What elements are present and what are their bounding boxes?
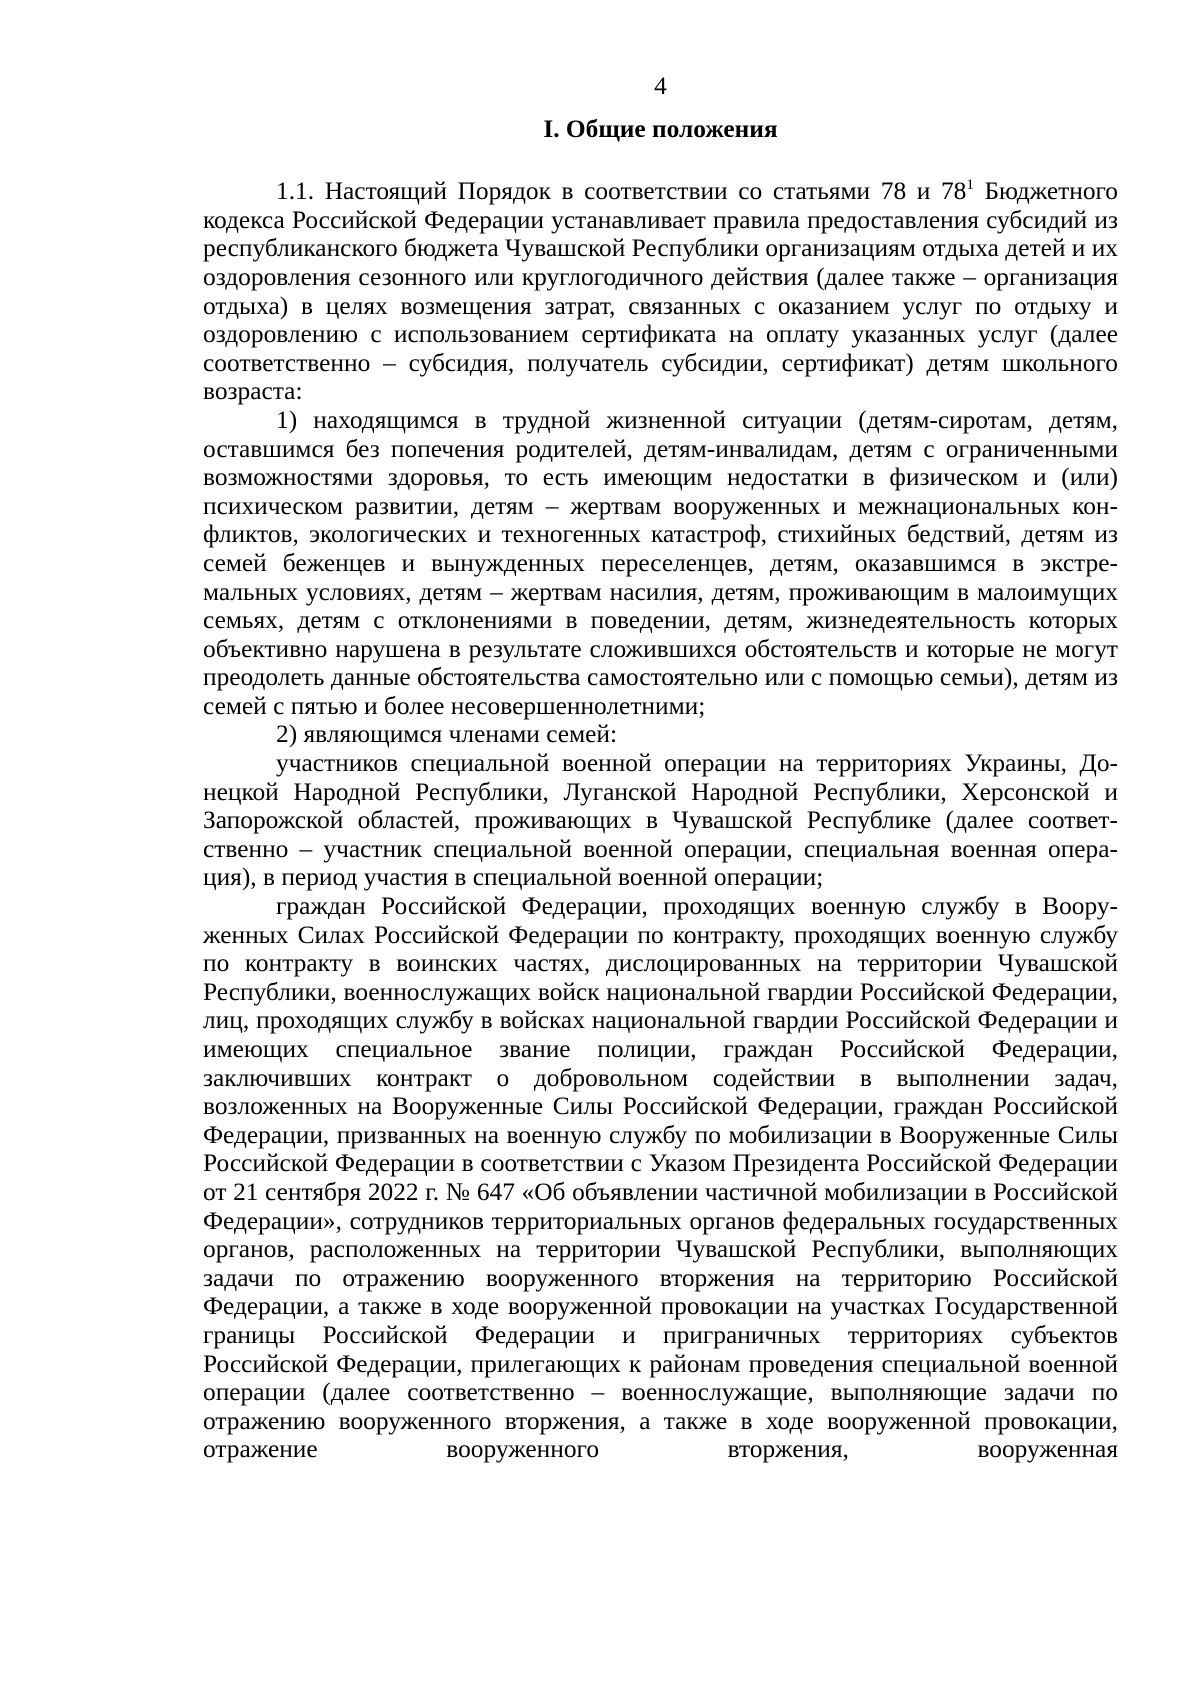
- paragraph-1-1-text: 1.1. Настоящий Порядок в соответствии со статьями 78 и 78: [276, 177, 967, 206]
- paragraph-item-1: 1) находящимся в трудной жизненной ситуации (детям-сиротам, детям, оставшимся без попечения родителей, детям-инвалидам, детям с ограниченными возможностями здоровья, то есть имеющим недостатки в физическом и (или) психическом развитии, детям – жертвам вооруженных и межнациональных конфликтов, экологических и техногенных катастроф, стихийных бедствий, детям из семей беженцев и вынужденных переселенцев, детям, оказавшимся в экстремальных условиях, детям – жертвам насилия, детям, проживающим в малоимущих семьях, детям с отклонениями в поведении, детям, жизнедеятельность которых объективно нарушена в результате сложившихся обстоятельств и которые не могут преодолеть данные обстоятельства самостоятельно или с помощью семьи), детям из семей с пятью и более несовершеннолетними;: [203, 405, 1118, 720]
- paragraph-1-1: [203, 177, 1118, 406]
- document-page: [203, 72, 1118, 1464]
- paragraph-military-citizens: граждан Российской Федерации, проходящих военную службу в Вооруженных Силах Российской Федерации по контракту, проходящих военную службу по контракту в воинских частях, дислоцированных на территории Чувашской Республики, военнослужащих войск национальной гвардии Российской Федерации, лиц, проходящих службу в войсках национальной гвардии Российской Федерации и имеющих специальное звание полиции, граждан Российской Федерации, заключивших контракт о добровольном содействии в выполнении задач, возложенных на Вооруженные Силы Российской Федерации, граждан Российской Федерации, призванных на военную службу по мобилизации в Вооруженные Силы Российской Федерации в соответствии с Указом Президента Российской Федерации от 21 сентября 2022 г. № 647 «Об объявлении частичной мобилизации в Российской Федерации», сотрудников территориальных органов федеральных государственных органов, расположенных на территории Чувашской Республики, выполняющих задачи по отражению вооруженного вторжения на территорию Российской Федерации, а также в ходе вооруженной провокации на участках Государственной границы Российской Федерации и приграничных территориях субъектов Российской Федерации, прилегающих к районам проведения специальной военной операции (далее соответственно – военнослужащие, выполняющие задачи по отражению вооруженного вторжения, а также в ходе вооруженной провокации, отражение вооруженного вторжения, вооруженная: [203, 892, 1118, 1464]
- paragraph-svo-participants: участников специальной военной операции на территориях Украины, Донецкой Народной Республики, Луганской Народной Республики, Херсонской и Запорожской областей, проживающих в Чувашской Республике (далее соответственно – участник специальной военной операции, специальная военная операция), в период участия в специальной военной операции;: [203, 749, 1118, 892]
- article-superscript: 1: [966, 177, 974, 194]
- paragraph-item-2: 2) являющимся членами семей:: [276, 720, 618, 749]
- section-title: I. Общие положения: [543, 114, 778, 143]
- paragraph-1-1-text-continued: Бюджетного кодекса Российской Федерации устанавливает правила предоставления субсидий из республиканского бюджета Чувашской Республики организациям отдыха детей и их оздоровления сезонного или круглогодичного действия (далее также – организация отдыха) в целях возмещения затрат, связанных с оказанием услуг по отдыху и оздоровлению с использованием сертификата на оплату указанных услуг (далее соответственно – субсидия, получатель субсидии, сертификат) детям школьного возраста:: [203, 177, 1118, 406]
- page-number: 4: [654, 72, 667, 100]
